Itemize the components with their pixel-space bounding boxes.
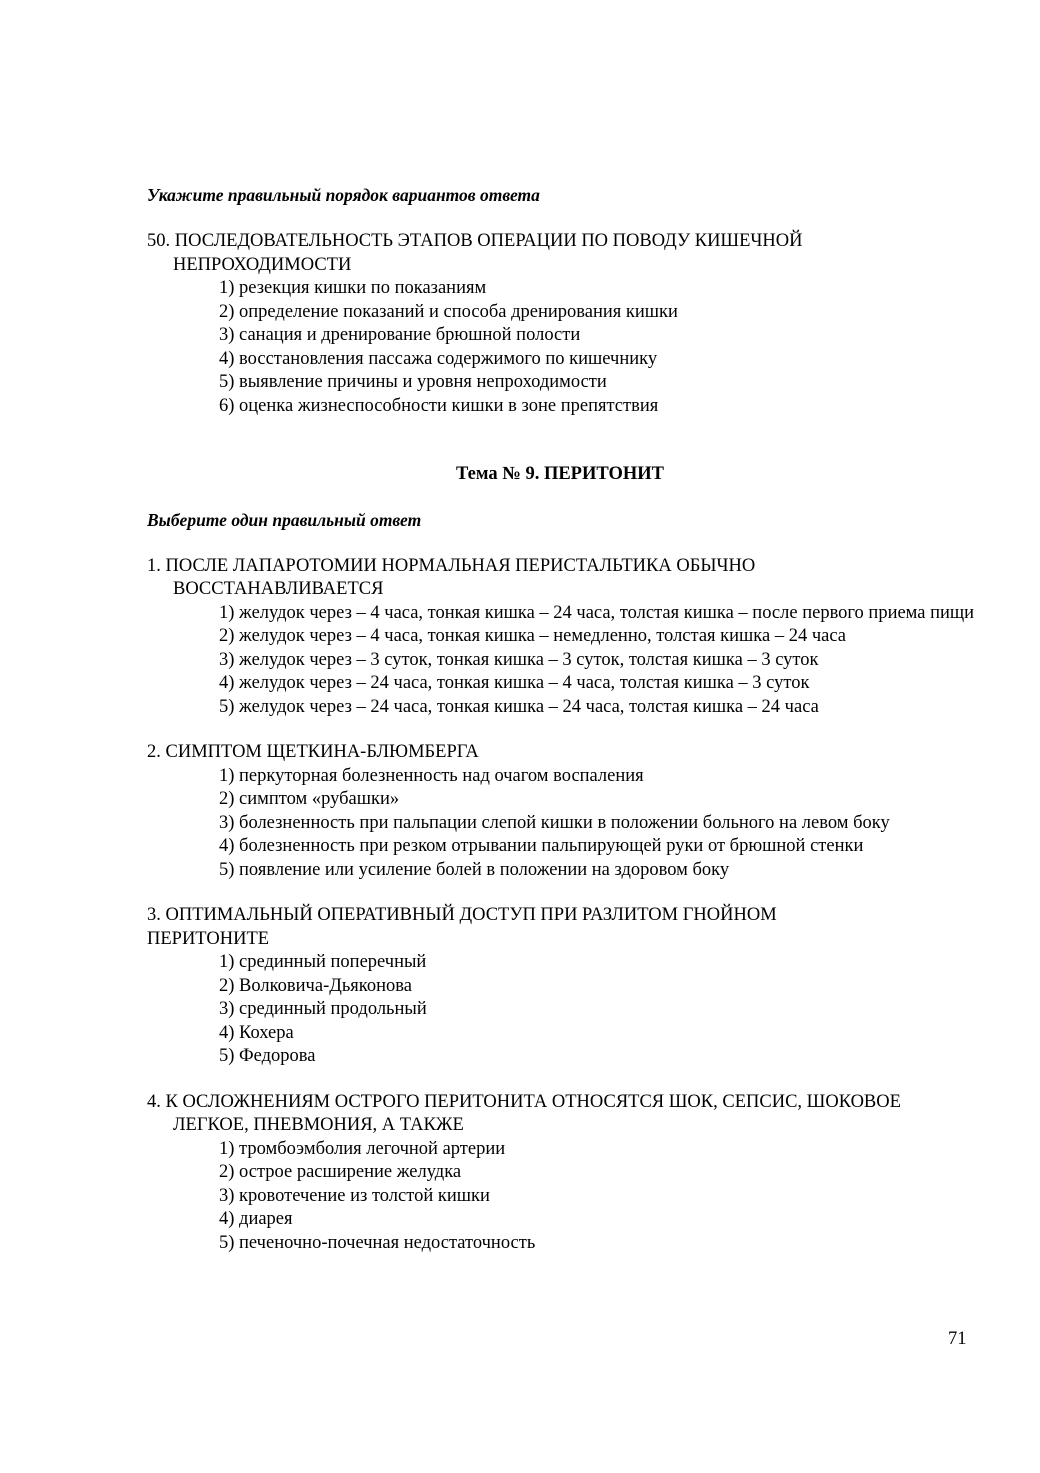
- question-title: 50. ПОСЛЕДОВАТЕЛЬНОСТЬ ЭТАПОВ ОПЕРАЦИИ ПО ПОВОДУ КИШЕЧНОЙ НЕПРОХОДИМОСТИ: [147, 231, 803, 275]
- option-item: 4) восстановления пассажа содержимого по кишечнику: [219, 348, 658, 369]
- options-list: [147, 1138, 987, 1256]
- options-list: [147, 277, 987, 418]
- option-item: 4) болезненность при резком отрывании пальпирующей руки от брюшной стенки: [219, 836, 864, 856]
- option-item: 3) болезненность при пальпации слепой кишки в положении больного на левом боку: [219, 812, 890, 833]
- question-title: 3. ОПТИМАЛЬНЫЙ ОПЕРАТИВНЫЙ ДОСТУП ПРИ РАЗЛИТОМ ГНОЙНОМ ПЕРИТОНИТЕ: [147, 905, 777, 949]
- question-1: [147, 555, 987, 720]
- option-item: 3) срединный продольный: [219, 999, 427, 1019]
- option-item: 2) Волковича-Дьяконова: [219, 975, 412, 996]
- option-item: 4) желудок через – 24 часа, тонкая кишка – 4 часа, толстая кишка – 3 суток: [219, 673, 810, 693]
- option-item: 5) появление или усиление болей в положении на здоровом боку: [219, 859, 730, 880]
- question-title: 2. СИМПТОМ ЩЕТКИНА-БЛЮМБЕРГА: [147, 742, 479, 762]
- option-item: 4) Кохера: [219, 1022, 294, 1043]
- option-item: 1) резекция кишки по показаниям: [219, 278, 487, 298]
- question-title: 1. ПОСЛЕ ЛАПАРОТОМИИ НОРМАЛЬНАЯ ПЕРИСТАЛЬТИКА ОБЫЧНО ВОССТАНАВЛИВАЕТСЯ: [147, 555, 756, 599]
- option-item: 2) симптом «рубашки»: [219, 789, 400, 809]
- question-2: [147, 741, 987, 882]
- question-3: [147, 904, 987, 1069]
- page-number: 71: [948, 1329, 967, 1349]
- option-item: 2) желудок через – 4 часа, тонкая кишка – немедленно, толстая кишка – 24 часа: [219, 626, 847, 646]
- option-item: 5) выявление причины и уровня непроходимости: [219, 372, 607, 392]
- option-item: 6) оценка жизнеспособности кишки в зоне препятствия: [219, 395, 659, 416]
- option-item: 1) желудок через – 4 часа, тонкая кишка – 24 часа, толстая кишка – после первого приема пищи: [219, 602, 975, 623]
- instruction-order: Укажите правильный порядок вариантов ответа: [147, 185, 540, 205]
- option-item: 5) печеночно-почечная недостаточность: [219, 1232, 536, 1253]
- option-item: 2) острое расширение желудка: [219, 1162, 462, 1182]
- instruction-single: Выберите один правильный ответ: [147, 509, 422, 530]
- option-item: 4) диарея: [219, 1209, 293, 1229]
- question-50: [147, 230, 987, 418]
- option-item: 3) санация и дренирование брюшной полости: [219, 325, 581, 345]
- question-4: [147, 1091, 987, 1256]
- options-list: [147, 602, 987, 720]
- option-item: 3) желудок через – 3 суток, тонкая кишка – 3 суток, толстая кишка – 3 суток: [219, 649, 819, 670]
- option-item: 1) тромбоэмболия легочной артерии: [219, 1138, 506, 1159]
- option-item: 5) желудок через – 24 часа, тонкая кишка – 24 часа, толстая кишка – 24 часа: [219, 696, 819, 717]
- option-item: 1) перкуторная болезненность над очагом воспаления: [219, 765, 644, 786]
- option-item: 3) кровотечение из толстой кишки: [219, 1185, 490, 1206]
- option-item: 5) Федорова: [219, 1046, 316, 1066]
- topic-heading: Тема № 9. ПЕРИТОНИТ: [456, 464, 664, 484]
- option-item: 1) срединный поперечный: [219, 952, 427, 972]
- document-page: [147, 184, 987, 1255]
- options-list: [147, 765, 987, 883]
- question-title: 4. К ОСЛОЖНЕНИЯМ ОСТРОГО ПЕРИТОНИТА ОТНОСЯТСЯ ШОК, СЕПСИС, ШОКОВОЕ ЛЕГКОЕ, ПНЕВМОНИЯ, А ТАКЖЕ: [147, 1091, 901, 1135]
- options-list: [147, 951, 987, 1069]
- option-item: 2) определение показаний и способа дренирования кишки: [219, 301, 678, 322]
